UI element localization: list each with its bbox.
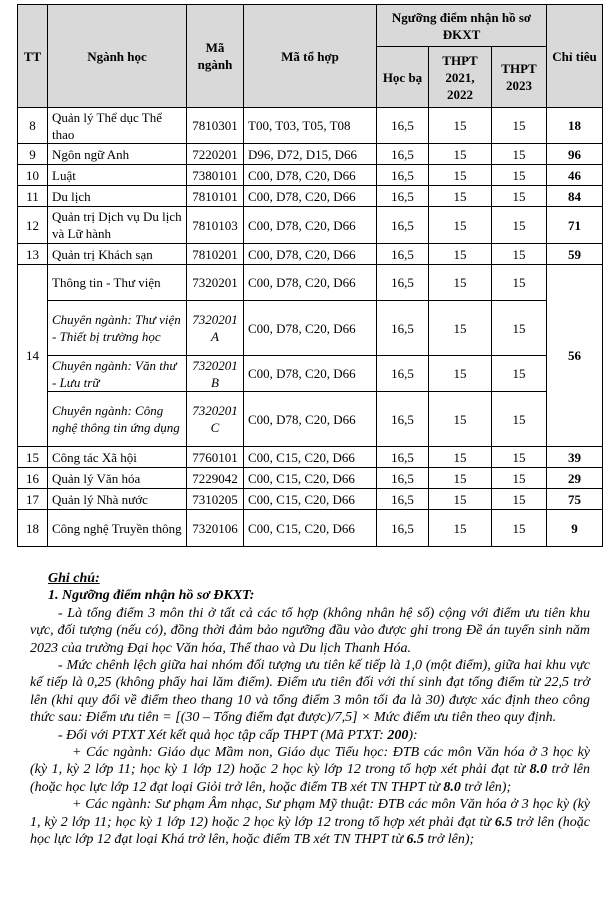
cell-tt: 18 [18,510,48,547]
cell-thpt-23: 15 [492,165,547,186]
notes-heading: 1. Ngưỡng điểm nhận hồ sơ ĐKXT: [48,588,255,604]
admission-table [17,4,603,547]
table-row [18,489,603,510]
cell-thpt-23: 15 [492,447,547,468]
notes-text: trở lên); [460,779,512,795]
cell-major: Chuyên ngành: Công nghệ thông tin ứng dụng [48,392,187,447]
cell-hocba: 16,5 [377,207,429,244]
cell-combo: T00, T03, T05, T08 [244,108,377,144]
cell-major: Quản lý Thể dục Thể thao [48,108,187,144]
cell-hocba: 16,5 [377,108,429,144]
cell-quota: 56 [547,265,603,447]
cell-thpt-2122: 15 [429,186,492,207]
cell-thpt-23: 15 [492,510,547,547]
cell-thpt-2122: 15 [429,468,492,489]
cell-code: 7810103 [187,207,244,244]
cell-thpt-23: 15 [492,207,547,244]
cell-code: 7320201 C [187,392,244,447]
cell-combo: D96, D72, D15, D66 [244,144,377,165]
header-combo: Mã tổ hợp [244,5,377,108]
cell-hocba: 16,5 [377,447,429,468]
cell-combo: C00, C15, C20, D66 [244,510,377,547]
cell-thpt-2122: 15 [429,489,492,510]
cell-thpt-23: 15 [492,108,547,144]
cell-hocba: 16,5 [377,468,429,489]
cell-major: Chuyên ngành: Văn thư - Lưu trữ [48,356,187,392]
cell-quota: 75 [547,489,603,510]
cell-combo: C00, D78, C20, D66 [244,392,377,447]
cell-tt: 15 [18,447,48,468]
notes-score: 6.5 [494,814,513,830]
notes-code: 200 [387,727,409,743]
cell-thpt-2122: 15 [429,392,492,447]
cell-combo: C00, D78, C20, D66 [244,356,377,392]
header-major: Ngành học [48,5,187,108]
cell-major: Du lịch [48,186,187,207]
table-row [18,510,603,547]
header-hocba: Học bạ [377,47,429,108]
cell-tt: 9 [18,144,48,165]
cell-code: 7810101 [187,186,244,207]
notes-paragraph: - Là tổng điểm 3 môn thi ở tất cả các tổ hợp (không nhân hệ số) cộng với điểm ưu tiên khu vực, đối tượng (nếu có), đồng thời đảm bảo ngưỡng đầu vào được ghi trong Đề án tuyển sinh năm 2023 của trường Đại học Văn hóa, Thể thao và Du lịch Thanh Hóa. [30,605,590,656]
cell-code: 7320201 A [187,301,244,356]
cell-code: 7310205 [187,489,244,510]
table-row [18,447,603,468]
cell-thpt-23: 15 [492,265,547,301]
table-row [18,468,603,489]
cell-thpt-2122: 15 [429,447,492,468]
cell-combo: C00, D78, C20, D66 [244,165,377,186]
cell-quota: 71 [547,207,603,244]
cell-hocba: 16,5 [377,186,429,207]
cell-code: 7220201 [187,144,244,165]
cell-thpt-2122: 15 [429,301,492,356]
cell-hocba: 16,5 [377,489,429,510]
cell-code: 7380101 [187,165,244,186]
table-row [18,108,603,144]
cell-combo: C00, D78, C20, D66 [244,265,377,301]
notes-text: ): [408,727,418,743]
cell-thpt-2122: 15 [429,207,492,244]
cell-thpt-23: 15 [492,392,547,447]
cell-hocba: 16,5 [377,265,429,301]
cell-hocba: 16,5 [377,356,429,392]
cell-thpt-23: 15 [492,186,547,207]
cell-thpt-23: 15 [492,489,547,510]
cell-code: 7760101 [187,447,244,468]
cell-quota: 84 [547,186,603,207]
cell-combo: C00, D78, C20, D66 [244,301,377,356]
notes-paragraph [30,744,590,796]
cell-thpt-23: 15 [492,244,547,265]
cell-thpt-2122: 15 [429,356,492,392]
notes-score: 6.5 [406,832,424,848]
cell-hocba: 16,5 [377,244,429,265]
cell-thpt-23: 15 [492,144,547,165]
cell-quota: 9 [547,510,603,547]
notes-text: trở lên (hoặc học lực lớp 12 đạt loại Giỏi trở lên, hoặc điểm TB xét TN THPT từ [30,762,590,795]
notes-text: + Các ngành: Giáo dục Mầm non, Giáo dục Tiểu học: ĐTB các môn Văn hóa ở 3 học kỳ (kỳ 1, kỳ 2 lớp 11; học kỳ 1 lớp 12) hoặc 2 học kỳ lớp 12 trong tổ hợp xét phải đạt từ [30,745,590,778]
notes-title: Ghi chú: [48,571,100,586]
table-row [18,392,603,447]
cell-major: Quản trị Dịch vụ Du lịch và Lữ hành [48,207,187,244]
cell-tt: 12 [18,207,48,244]
header-tt: TT [18,5,48,108]
table-row [18,244,603,265]
cell-thpt-23: 15 [492,356,547,392]
notes-paragraph: - Mức chênh lệch giữa hai nhóm đối tượng ưu tiên kế tiếp là 1,0 (một điểm), giữa hai khu vực kế tiếp là 0,25 (không phẩy hai lăm điểm). Điểm ưu tiên đối với thí sinh đạt tổng điểm từ 22,5 trở lên (khi quy đổi về điểm theo thang 10 và tổng điểm 3 môn tối đa là 30) được xác định theo công thức sau: Điểm ưu tiên = [(30 – Tổng điểm đạt được)/7,5] × Mức điểm ưu tiên theo quy định. [30,658,590,726]
cell-combo: C00, D78, C20, D66 [244,207,377,244]
table-row [18,356,603,392]
table-row [18,186,603,207]
notes-section [30,570,590,849]
table-row [18,301,603,356]
cell-tt: 8 [18,108,48,144]
header-thpt-2021-2022: THPT 2021, 2022 [429,47,492,108]
cell-quota: 46 [547,165,603,186]
notes-paragraph [30,727,590,744]
table-row [18,265,603,301]
table-row [18,144,603,165]
cell-major: Chuyên ngành: Thư viện - Thiết bị trường học [48,301,187,356]
cell-quota: 96 [547,144,603,165]
cell-tt: 14 [18,265,48,447]
header-code: Mã ngành [187,5,244,108]
cell-major: Thông tin - Thư viện [48,265,187,301]
cell-quota: 29 [547,468,603,489]
notes-paragraph [30,796,590,848]
cell-tt: 10 [18,165,48,186]
cell-quota: 18 [547,108,603,144]
notes-text: trở lên); [423,832,475,848]
table-row [18,165,603,186]
cell-code: 7320106 [187,510,244,547]
cell-tt: 11 [18,186,48,207]
cell-code: 7229042 [187,468,244,489]
cell-quota: 59 [547,244,603,265]
cell-code: 7320201 B [187,356,244,392]
header-threshold: Ngưỡng điểm nhận hồ sơ ĐKXT [377,5,547,47]
cell-hocba: 16,5 [377,510,429,547]
cell-quota: 39 [547,447,603,468]
cell-combo: C00, C15, C20, D66 [244,468,377,489]
cell-major: Ngôn ngữ Anh [48,144,187,165]
cell-thpt-2122: 15 [429,265,492,301]
cell-code: 7810301 [187,108,244,144]
cell-major: Công tác Xã hội [48,447,187,468]
cell-major: Công nghệ Truyền thông [48,510,187,547]
cell-combo: C00, C15, C20, D66 [244,447,377,468]
cell-hocba: 16,5 [377,301,429,356]
cell-combo: C00, D78, C20, D66 [244,244,377,265]
cell-major: Quản lý Văn hóa [48,468,187,489]
cell-thpt-2122: 15 [429,108,492,144]
notes-text: - Đối với PTXT Xét kết quả học tập cấp THPT (Mã PTXT: [58,727,388,743]
cell-hocba: 16,5 [377,165,429,186]
cell-combo: C00, C15, C20, D66 [244,489,377,510]
notes-score: 8.0 [443,779,461,795]
notes-text: + Các ngành: Sư phạm Âm nhạc, Sư phạm Mỹ thuật: ĐTB các môn Văn hóa ở 3 học kỳ (kỳ 1, kỳ 2 lớp 11; học kỳ 1 lớp 12) hoặc 2 học kỳ lớp 12 trong tổ hợp xét phải đạt từ [30,797,590,830]
cell-thpt-2122: 15 [429,244,492,265]
cell-tt: 17 [18,489,48,510]
header-thpt-2023: THPT 2023 [492,47,547,108]
header-quota: Chỉ tiêu [547,5,603,108]
cell-tt: 13 [18,244,48,265]
cell-thpt-2122: 15 [429,144,492,165]
cell-thpt-2122: 15 [429,510,492,547]
cell-combo: C00, D78, C20, D66 [244,186,377,207]
cell-thpt-23: 15 [492,301,547,356]
table-row [18,207,603,244]
notes-text: trở lên (hoặc học lực lớp 12 đạt loại Khá trở lên, hoặc điểm TB xét TN THPT từ [30,814,590,848]
cell-code: 7320201 [187,265,244,301]
cell-tt: 16 [18,468,48,489]
cell-hocba: 16,5 [377,144,429,165]
cell-major: Quản lý Nhà nước [48,489,187,510]
cell-hocba: 16,5 [377,392,429,447]
cell-code: 7810201 [187,244,244,265]
cell-thpt-23: 15 [492,468,547,489]
notes-score: 8.0 [529,762,548,778]
cell-thpt-2122: 15 [429,165,492,186]
cell-major: Quản trị Khách sạn [48,244,187,265]
cell-major: Luật [48,165,187,186]
